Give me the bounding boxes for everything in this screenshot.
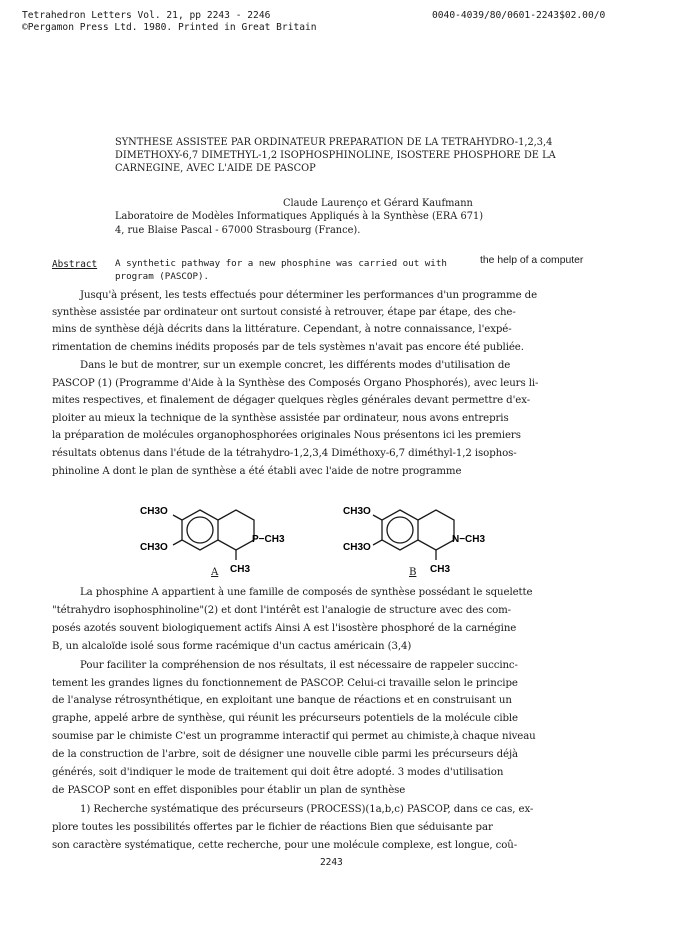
text-line: PASCOP (1) (Programme d'Aide à la Synthèse des Composés Organo Phosphorés), avec leurs li- [52,378,539,389]
text-line: La phosphine A appartient à une famille de composés de synthèse possédant le squelette [80,587,533,598]
affiliation-line-1: Laboratoire de Modèles Informatiques Appliqués à la Synthèse (ERA 671) [115,211,484,222]
text-line: Dans le but de montrer, sur un exemple concret, les différents modes d'utilisation de [80,360,511,371]
journal-citation: Tetrahedron Letters Vol. 21, pp 2243 - 2246 [22,10,271,21]
structure-a-och3-top: CH3O [140,506,168,517]
structure-b-rings [373,510,454,560]
text-line: Pour faciliter la compréhension de nos résultats, il est nécessaire de rappeler succinc- [80,660,518,671]
text-line: posés azotés souvent biologiquement actifs Ainsi A est l'isostère phosphoré de la carnégine [52,623,517,634]
abstract-line-1a: A synthetic pathway for a new phosphine was carried out with [115,258,447,269]
text-line: résultats obtenus dans l'étude de la tétrahydro-1,2,3,4 Diméthoxy-6,7 diméthyl-1,2 isophos- [52,448,517,459]
author-names: Claude Laurenço et Gérard Kaufmann [283,198,473,209]
text-line: tement les grandes lignes du fonctionnement de PASCOP. Celui-ci travaille selon le principe [52,678,518,689]
text-line: mites respectives, et finalement de dégager quelques règles générales devant permettre d'ex- [52,395,531,406]
structure-b-ch3: CH3 [430,564,451,575]
text-line: 1) Recherche systématique des précurseurs (PROCESS)(1a,b,c) PASCOP, dans ce cas, ex- [80,804,534,815]
text-line: générés, soit d'indiquer le mode de traitement qui doit être adopté. 3 modes d'utilisation [52,767,504,778]
text-line: la préparation de molécules organophosphorées originales Nous présentons ici les premiers [52,430,521,441]
text-line: ploiter au mieux la technique de la synthèse assistée par ordinateur, nous avons entrepris [52,413,509,424]
structure-a-ch3: CH3 [230,564,251,575]
text-line: synthèse assistée par ordinateur ont surtout consisté à retrouver, étape par étape, des che- [52,307,516,318]
text-line: de PASCOP sont en effet disponibles pour établir un plan de synthèse [52,785,406,796]
text-line: plore toutes les possibilités offertes par le fichier de réactions Bien que séduisante par [52,822,493,833]
title-line-1: SYNTHESE ASSISTEE PAR ORDINATEUR PREPARATION DE LA TETRAHYDRO-1,2,3,4 [115,137,553,148]
structure-b-n-group: N−CH3 [452,534,486,545]
structure-a-label: A [211,567,219,578]
text-line: soumise par le chimiste C'est un programme interactif qui permet au chimiste,à chaque niveau [52,731,536,742]
chemical-structures [140,490,560,590]
structure-b-label: B [409,567,417,578]
article-code: 0040-4039/80/0601-2243$02.00/0 [432,10,606,21]
text-line: de l'analyse rétrosynthétique, en exploitant une banque de réactions et en construisant un [52,695,512,706]
title-line-3: CARNEGINE, AVEC L'AIDE DE PASCOP [115,163,316,174]
text-line: mins de synthèse déjà décrits dans la littérature. Cependant, à notre connaissance, l'expé- [52,324,512,335]
text-line: "tétrahydro isophosphinoline"(2) et dont l'intérêt est l'analogie de structure avec des com- [52,605,512,616]
structure-a-p-group: P−CH3 [252,534,285,545]
copyright-line: ©Pergamon Press Ltd. 1980. Printed in Great Britain [22,22,317,33]
abstract-line-1b: the help of a computer [480,255,584,266]
text-line: phinoline A dont le plan de synthèse a été établi avec l'aide de notre programme [52,466,462,477]
structure-a-rings [173,510,254,560]
page-number: 2243 [320,857,343,868]
affiliation-line-2: 4, rue Blaise Pascal - 67000 Strasbourg (France). [115,225,361,236]
text-line: rimentation de chemins inédits proposés par de tels systèmes n'avait pas encore été publiée. [52,342,524,353]
text-line: son caractère systématique, cette recherche, pour une molécule complexe, est longue, coû- [52,840,518,851]
structure-a-och3-bottom: CH3O [140,542,168,553]
text-line: de la construction de l'arbre, soit de désigner une nouvelle cible parmi les précurseurs déjà [52,749,518,760]
text-line: graphe, appelé arbre de synthèse, qui réunit les précurseurs potentiels de la molécule cible [52,713,518,724]
structure-b-och3-top: CH3O [343,506,371,517]
title-line-2: DIMETHOXY-6,7 DIMETHYL-1,2 ISOPHOSPHINOLINE, ISOSTERE PHOSPHORE DE LA [115,150,556,161]
text-line: B, un alcaloïde isolé sous forme racémique d'un cactus américain (3,4) [52,641,412,652]
structure-b-och3-bottom: CH3O [343,542,371,553]
text-line: Jusqu'à présent, les tests effectués pour déterminer les performances d'un programme de [80,290,538,301]
abstract-label: Abstract [52,259,98,270]
abstract-line-2: program (PASCOP). [115,271,210,282]
